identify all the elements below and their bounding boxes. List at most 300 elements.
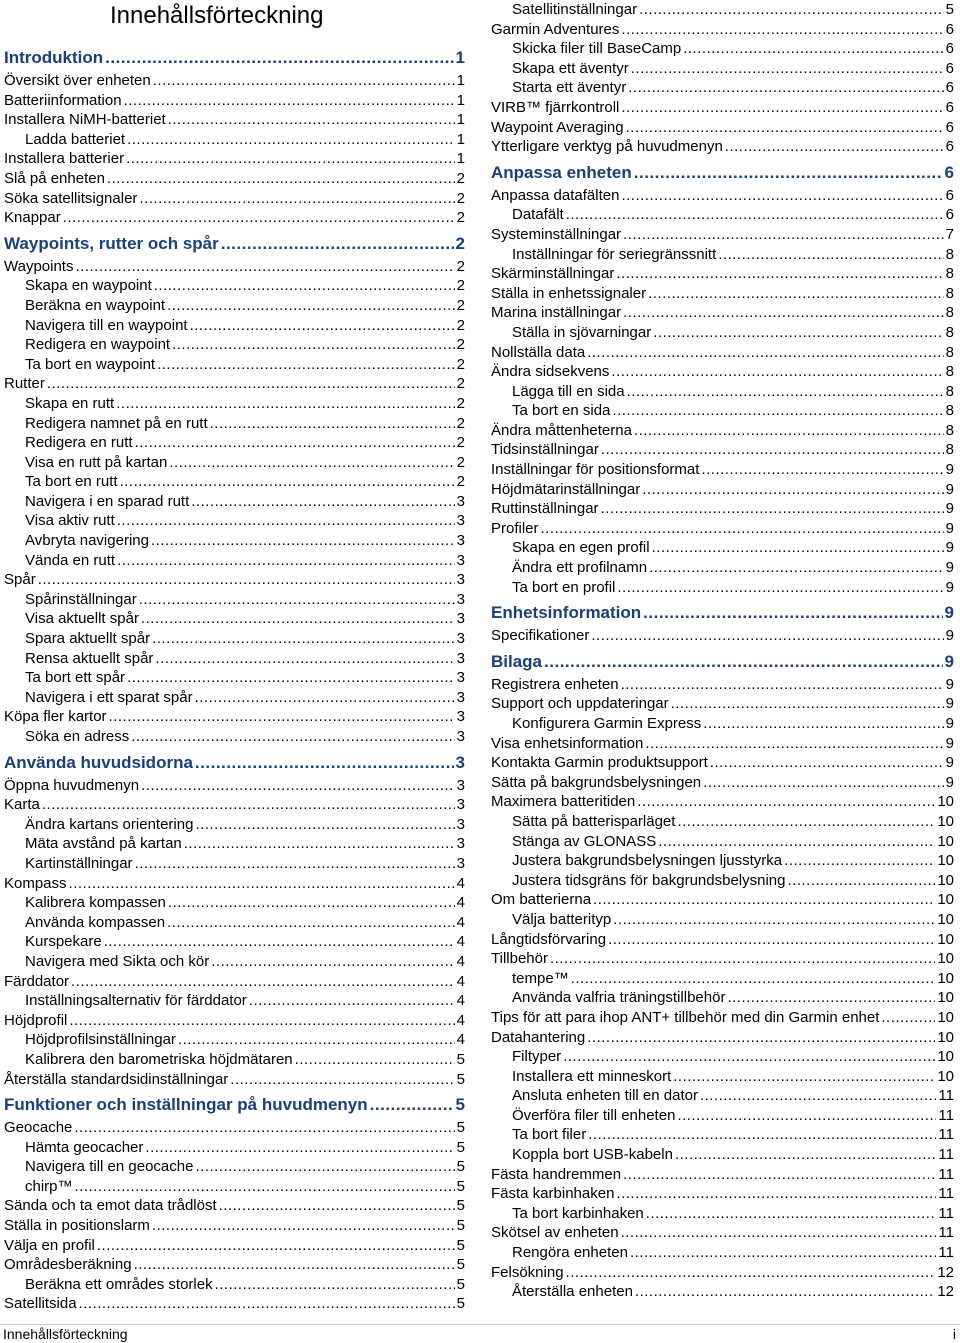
toc-page-number: 4 <box>456 972 465 990</box>
toc-entry[interactable] <box>4 707 465 727</box>
toc-entry-label: Visa aktiv rutt <box>25 512 115 530</box>
toc-entry[interactable] <box>4 590 465 610</box>
toc-entry-label: Färddator <box>4 972 70 990</box>
toc-page-number: 2 <box>456 189 465 207</box>
toc-entry[interactable] <box>491 910 954 930</box>
toc-entry[interactable] <box>491 988 954 1008</box>
toc-entry-label: Specifikationer <box>491 627 590 645</box>
toc-entry[interactable] <box>4 834 465 854</box>
toc-entry[interactable] <box>4 854 465 874</box>
toc-dot-leader <box>623 225 944 245</box>
toc-dot-leader <box>42 795 455 815</box>
toc-entry[interactable] <box>4 1294 465 1314</box>
toc-entry[interactable] <box>491 205 954 225</box>
toc-entry-label: Använda kompassen <box>25 913 166 931</box>
toc-entry-label: Tillbehör <box>491 950 548 968</box>
toc-entry[interactable] <box>4 531 465 551</box>
toc-entry[interactable] <box>491 519 954 539</box>
toc-entry[interactable] <box>4 1255 465 1275</box>
toc-entry[interactable] <box>491 694 954 714</box>
toc-entry[interactable] <box>491 714 954 734</box>
toc-entry[interactable] <box>4 492 465 512</box>
toc-entry[interactable] <box>4 649 465 669</box>
toc-entry[interactable] <box>491 578 954 598</box>
toc-entry[interactable] <box>491 1263 954 1283</box>
toc-dot-leader <box>613 910 935 930</box>
toc-dot-leader <box>127 130 455 150</box>
toc-entry-label: Skötsel av enheten <box>491 1224 619 1242</box>
toc-page-number: 1 <box>456 150 465 168</box>
toc-entry-label: Hämta geocacher <box>25 1138 144 1156</box>
toc-entry[interactable] <box>4 1275 465 1295</box>
toc-dot-leader <box>141 776 455 796</box>
toc-page-number: 2 <box>456 277 465 295</box>
toc-dot-leader <box>703 773 944 793</box>
toc-page-number: 6 <box>945 118 954 136</box>
toc-entry[interactable] <box>4 276 465 296</box>
toc-dot-leader <box>643 600 942 626</box>
toc-entry-label: VIRB™ fjärrkontroll <box>491 98 620 116</box>
toc-entry[interactable] <box>491 78 954 98</box>
toc-dot-leader <box>544 649 943 675</box>
toc-page-number: 3 <box>456 776 465 794</box>
toc-page-number: 8 <box>945 323 954 341</box>
toc-page-number: 2 <box>456 375 465 393</box>
toc-entry[interactable] <box>4 913 465 933</box>
toc-dot-leader <box>673 1067 935 1087</box>
toc-entry[interactable] <box>4 972 465 992</box>
toc-entry[interactable] <box>491 832 954 852</box>
toc-entry-label: Inställningar för seriegränssnitt <box>512 245 717 263</box>
toc-entry[interactable] <box>491 675 954 695</box>
toc-entry[interactable] <box>4 1157 465 1177</box>
toc-dot-leader <box>671 694 944 714</box>
toc-page-number: 9 <box>945 578 954 596</box>
toc-dot-leader <box>608 930 935 950</box>
toc-entry[interactable] <box>4 1177 465 1197</box>
toc-entry[interactable] <box>491 401 954 421</box>
toc-dot-leader <box>141 609 455 629</box>
toc-page-number: 12 <box>937 1283 954 1301</box>
toc-section-entry[interactable] <box>491 600 954 626</box>
toc-entry-label: Kompass <box>4 874 67 892</box>
toc-entry[interactable] <box>4 570 465 590</box>
toc-dot-leader <box>126 149 455 169</box>
toc-entry-label: Skapa ett äventyr <box>512 59 629 77</box>
toc-entry[interactable] <box>491 1008 954 1028</box>
toc-page-number: 2 <box>456 316 465 334</box>
toc-dot-leader <box>135 433 455 453</box>
toc-dot-leader <box>621 186 943 206</box>
toc-entry[interactable] <box>4 1118 465 1138</box>
toc-dot-leader <box>249 991 455 1011</box>
toc-entry-label: Avbryta navigering <box>25 532 149 550</box>
toc-section-entry[interactable] <box>491 649 954 675</box>
toc-dot-leader <box>210 414 455 434</box>
toc-page-number: 3 <box>456 551 465 569</box>
toc-entry-label: Koppla bort USB-kabeln <box>512 1146 673 1164</box>
toc-left-column <box>4 42 465 1314</box>
toc-dot-leader <box>120 472 455 492</box>
toc-dot-leader <box>727 988 935 1008</box>
toc-entry[interactable] <box>4 1030 465 1050</box>
toc-entry-label: Ta bort filer <box>512 1126 587 1144</box>
toc-entry[interactable] <box>491 343 954 363</box>
toc-entry[interactable] <box>4 208 465 228</box>
toc-entry[interactable] <box>491 284 954 304</box>
toc-dot-leader <box>230 1070 454 1090</box>
toc-entry[interactable] <box>491 480 954 500</box>
toc-entry[interactable] <box>491 871 954 891</box>
toc-entry[interactable] <box>4 893 465 913</box>
toc-entry[interactable] <box>491 753 954 773</box>
toc-page-number: 3 <box>456 532 465 550</box>
toc-dot-leader <box>151 531 455 551</box>
toc-entry-label: Konfigurera Garmin Express <box>512 715 702 732</box>
toc-dot-leader <box>658 832 935 852</box>
toc-page-number: 10 <box>937 1008 954 1026</box>
toc-entry-label: Fästa handremmen <box>491 1165 622 1183</box>
toc-entry[interactable] <box>491 98 954 118</box>
toc-page-number: 5 <box>456 1138 465 1156</box>
toc-entry-label: Batteriinformation <box>4 91 122 109</box>
toc-page-number: 8 <box>945 245 954 263</box>
toc-entry-label: Ställa in positionslarm <box>4 1217 150 1235</box>
toc-entry[interactable] <box>4 1070 465 1090</box>
toc-entry[interactable] <box>491 734 954 754</box>
toc-entry-label: Ändra ett profilnamn <box>512 559 648 577</box>
toc-section-entry[interactable] <box>4 1092 465 1118</box>
toc-entry[interactable] <box>4 374 465 394</box>
toc-dot-leader <box>642 480 943 500</box>
toc-entry-label: Använda valfria träningstillbehör <box>512 989 726 1007</box>
toc-entry-label: Ändra kartans orientering <box>25 815 194 833</box>
toc-page-number: 5 <box>456 1295 465 1313</box>
toc-dot-leader <box>571 969 936 989</box>
toc-entry[interactable] <box>4 795 465 815</box>
toc-dot-leader <box>79 1294 455 1314</box>
toc-section-entry[interactable] <box>4 231 465 257</box>
toc-page-number: 9 <box>944 651 954 671</box>
toc-dot-leader <box>541 519 944 539</box>
page-title: Innehållsförteckning <box>110 2 324 29</box>
toc-page-number: 4 <box>456 933 465 951</box>
toc-entry[interactable] <box>491 303 954 323</box>
toc-page-number: 10 <box>937 812 954 830</box>
toc-entry[interactable] <box>4 727 465 747</box>
toc-entry[interactable] <box>491 1243 954 1263</box>
toc-entry[interactable] <box>4 991 465 1011</box>
toc-entry[interactable] <box>491 1184 954 1204</box>
toc-section-entry[interactable] <box>4 45 465 71</box>
toc-entry[interactable] <box>4 511 465 531</box>
toc-entry-label: Skärminställningar <box>491 265 615 283</box>
toc-page-number: 4 <box>456 952 465 970</box>
toc-entry[interactable] <box>491 421 954 441</box>
toc-entry[interactable] <box>491 890 954 910</box>
toc-entry-label: Installera batterier <box>4 150 125 168</box>
toc-entry[interactable] <box>4 169 465 189</box>
toc-dot-leader <box>155 649 454 669</box>
toc-page-number: 9 <box>945 773 954 791</box>
toc-entry-label: Inställningsalternativ för färddator <box>25 992 247 1010</box>
toc-entry-label: Redigera en rutt <box>25 434 133 452</box>
toc-entry[interactable] <box>491 538 954 558</box>
toc-dot-leader <box>172 335 455 355</box>
toc-entry[interactable] <box>491 812 954 832</box>
toc-page-number: 10 <box>937 793 954 811</box>
toc-entry-label: Waypoint Averaging <box>491 118 624 136</box>
toc-page-number: 2 <box>456 169 465 187</box>
toc-entry[interactable] <box>491 323 954 343</box>
toc-entry[interactable] <box>491 460 954 480</box>
toc-entry[interactable] <box>491 792 954 812</box>
toc-entry[interactable] <box>4 815 465 835</box>
toc-entry[interactable] <box>4 932 465 952</box>
toc-dot-leader <box>703 714 943 734</box>
toc-entry[interactable] <box>491 499 954 519</box>
toc-page-number: 10 <box>937 930 954 948</box>
toc-dot-leader <box>167 913 455 933</box>
toc-entry-label: Rengöra enheten <box>512 1244 628 1262</box>
toc-entry-label: Visa en rutt på kartan <box>25 453 168 471</box>
toc-dot-leader <box>616 264 943 284</box>
toc-entry[interactable] <box>491 1106 954 1126</box>
toc-dot-leader <box>593 890 935 910</box>
toc-page-number: 5 <box>456 1236 465 1254</box>
toc-dot-leader <box>563 1047 935 1067</box>
toc-entry-label: Kontakta Garmin produktsupport <box>491 754 708 772</box>
toc-entry[interactable] <box>491 773 954 793</box>
toc-entry-label: Redigera namnet på en rutt <box>25 414 208 432</box>
toc-entry[interactable] <box>4 472 465 492</box>
toc-page-number: 5 <box>456 1070 465 1088</box>
toc-dot-leader <box>623 1165 936 1185</box>
toc-dot-leader <box>621 98 943 118</box>
toc-entry[interactable] <box>491 1086 954 1106</box>
toc-entry[interactable] <box>4 629 465 649</box>
toc-entry[interactable] <box>4 952 465 972</box>
toc-page-number: 10 <box>937 891 954 909</box>
toc-entry[interactable] <box>491 969 954 989</box>
toc-entry[interactable] <box>491 1165 954 1185</box>
toc-page-number: 11 <box>938 1146 954 1164</box>
toc-entry[interactable] <box>4 1236 465 1256</box>
toc-entry-label: Rutter <box>4 375 45 393</box>
toc-entry[interactable] <box>4 335 465 355</box>
toc-page-number: 7 <box>945 225 954 243</box>
toc-page-number: 8 <box>945 363 954 381</box>
toc-entry[interactable] <box>491 1047 954 1067</box>
toc-entry[interactable] <box>4 776 465 796</box>
toc-entry-label: Ansluta enheten till en dator <box>512 1087 698 1105</box>
toc-entry[interactable] <box>491 186 954 206</box>
toc-dot-leader <box>152 1216 455 1236</box>
toc-page-number: 8 <box>945 382 954 400</box>
toc-page-number: 5 <box>456 1275 465 1293</box>
toc-entry[interactable] <box>491 626 954 646</box>
toc-page-number: 4 <box>456 1011 465 1029</box>
toc-dot-leader <box>71 972 455 992</box>
toc-dot-leader <box>295 1050 455 1070</box>
toc-page-number: 10 <box>937 1028 954 1046</box>
toc-entry[interactable] <box>491 245 954 265</box>
toc-entry-label: Satellitsida <box>4 1295 77 1313</box>
toc-page-number: 3 <box>456 728 465 745</box>
toc-page-number: 8 <box>945 402 954 420</box>
toc-entry[interactable] <box>4 257 465 277</box>
toc-entry[interactable] <box>491 1282 954 1302</box>
toc-dot-leader <box>635 1282 935 1302</box>
toc-entry[interactable] <box>4 296 465 316</box>
toc-dot-leader <box>74 1118 454 1138</box>
toc-dot-leader <box>683 39 943 59</box>
toc-entry-label: Ruttinställningar <box>491 500 599 518</box>
toc-entry[interactable] <box>491 39 954 59</box>
toc-page-number: 3 <box>456 854 465 872</box>
toc-entry-label: Anpassa enheten <box>491 162 632 182</box>
toc-entry-label: Kalibrera kompassen <box>25 894 166 912</box>
toc-entry-label: Spår <box>4 571 36 589</box>
toc-entry[interactable] <box>491 851 954 871</box>
toc-entry[interactable] <box>491 930 954 950</box>
toc-entry-label: Fästa karbinhaken <box>491 1185 615 1203</box>
toc-entry[interactable] <box>491 59 954 79</box>
toc-page-number: 5 <box>456 1177 465 1195</box>
toc-entry-label: Ytterligare verktyg på huvudmenyn <box>491 138 723 156</box>
toc-entry[interactable] <box>4 130 465 150</box>
toc-entry[interactable] <box>4 149 465 169</box>
toc-entry[interactable] <box>4 110 465 130</box>
toc-entry[interactable] <box>491 558 954 578</box>
toc-dot-leader <box>117 511 455 531</box>
toc-entry-label: Marina inställningar <box>491 304 622 322</box>
toc-dot-leader <box>617 578 943 598</box>
toc-entry-label: Beräkna en waypoint <box>25 296 166 314</box>
toc-entry[interactable] <box>4 668 465 688</box>
toc-entry-label: Waypoints, rutter och spår <box>4 233 219 253</box>
toc-page-number: 1 <box>456 72 465 89</box>
toc-dot-leader <box>178 1030 455 1050</box>
toc-dot-leader <box>621 20 943 40</box>
toc-page-number: 3 <box>456 492 465 510</box>
toc-entry-label: Områdesberäkning <box>4 1256 132 1274</box>
toc-entry[interactable] <box>4 1050 465 1070</box>
toc-page-number: 3 <box>456 571 465 589</box>
toc-entry[interactable] <box>4 688 465 708</box>
toc-dot-leader <box>634 421 944 441</box>
toc-entry-label: Kalibrera den barometriska höjdmätaren <box>25 1050 293 1068</box>
toc-page-number: 3 <box>456 590 465 608</box>
toc-entry[interactable] <box>491 225 954 245</box>
toc-entry[interactable] <box>491 118 954 138</box>
toc-entry[interactable] <box>4 1196 465 1216</box>
toc-dot-leader <box>621 1223 937 1243</box>
toc-dot-leader <box>168 110 455 130</box>
toc-dot-leader <box>135 854 455 874</box>
toc-page-number: 9 <box>945 480 954 498</box>
toc-entry[interactable] <box>491 20 954 40</box>
toc-section-entry[interactable] <box>4 750 465 776</box>
toc-page-number: 8 <box>945 304 954 322</box>
toc-entry[interactable] <box>4 1138 465 1158</box>
toc-dot-leader <box>107 169 455 189</box>
toc-page-number: 10 <box>937 871 954 889</box>
toc-dot-leader <box>634 160 943 186</box>
toc-entry[interactable] <box>491 264 954 284</box>
toc-entry[interactable] <box>4 414 465 434</box>
toc-entry[interactable] <box>4 394 465 414</box>
toc-dot-leader <box>195 1157 454 1177</box>
toc-entry-label: Öppna huvudmenyn <box>4 776 140 794</box>
toc-page-number: 5 <box>455 1095 465 1115</box>
toc-entry-label: Ställa in enhetssignaler <box>491 284 647 302</box>
toc-page-number: 9 <box>945 519 954 537</box>
toc-entry-label: Översikt över enheten <box>4 72 151 89</box>
toc-page-number: 2 <box>456 336 465 354</box>
toc-dot-leader <box>646 1204 937 1224</box>
toc-entry-label: Vända en rutt <box>25 551 116 569</box>
page-footer <box>0 1324 960 1343</box>
toc-entry[interactable] <box>4 874 465 894</box>
toc-dot-leader <box>221 231 454 257</box>
toc-entry[interactable] <box>491 1204 954 1224</box>
toc-entry-label: Bilaga <box>491 651 543 671</box>
toc-dot-leader <box>601 440 944 460</box>
toc-entry[interactable] <box>491 0 954 20</box>
toc-entry[interactable] <box>491 1125 954 1145</box>
toc-page-number: 3 <box>456 669 465 687</box>
toc-page-number: 9 <box>945 539 954 557</box>
toc-entry[interactable] <box>491 362 954 382</box>
toc-entry[interactable] <box>491 1067 954 1087</box>
toc-dot-leader <box>190 316 455 336</box>
toc-entry[interactable] <box>4 1216 465 1236</box>
toc-entry[interactable] <box>491 1145 954 1165</box>
toc-page-number: 6 <box>945 98 954 116</box>
toc-entry-label: Kartinställningar <box>25 854 133 872</box>
toc-entry[interactable] <box>4 433 465 453</box>
toc-dot-leader <box>628 78 943 98</box>
toc-entry[interactable] <box>491 949 954 969</box>
footer-page-number: i <box>952 1326 956 1342</box>
toc-page-number: 10 <box>937 852 954 870</box>
toc-entry[interactable] <box>491 137 954 157</box>
toc-entry[interactable] <box>4 189 465 209</box>
toc-entry[interactable] <box>4 91 465 111</box>
toc-entry[interactable] <box>4 316 465 336</box>
toc-page-number: 2 <box>456 355 465 373</box>
toc-section-entry[interactable] <box>491 160 954 186</box>
toc-entry-label: Installera ett minneskort <box>512 1067 672 1085</box>
toc-entry[interactable] <box>4 355 465 375</box>
toc-entry[interactable] <box>4 609 465 629</box>
toc-entry[interactable] <box>4 1011 465 1031</box>
toc-entry[interactable] <box>491 382 954 402</box>
toc-dot-leader <box>105 45 453 71</box>
toc-entry-label: Skapa en egen profil <box>512 539 650 557</box>
toc-entry[interactable] <box>4 551 465 571</box>
toc-entry[interactable] <box>491 1223 954 1243</box>
toc-page-number: 12 <box>937 1263 954 1281</box>
toc-entry[interactable] <box>491 440 954 460</box>
toc-entry[interactable] <box>4 71 465 91</box>
toc-entry[interactable] <box>4 453 465 473</box>
toc-dot-leader <box>639 0 944 20</box>
toc-entry[interactable] <box>491 1028 954 1048</box>
toc-entry-label: Nollställa data <box>491 343 586 361</box>
toc-entry-label: Skapa en waypoint <box>25 277 152 295</box>
